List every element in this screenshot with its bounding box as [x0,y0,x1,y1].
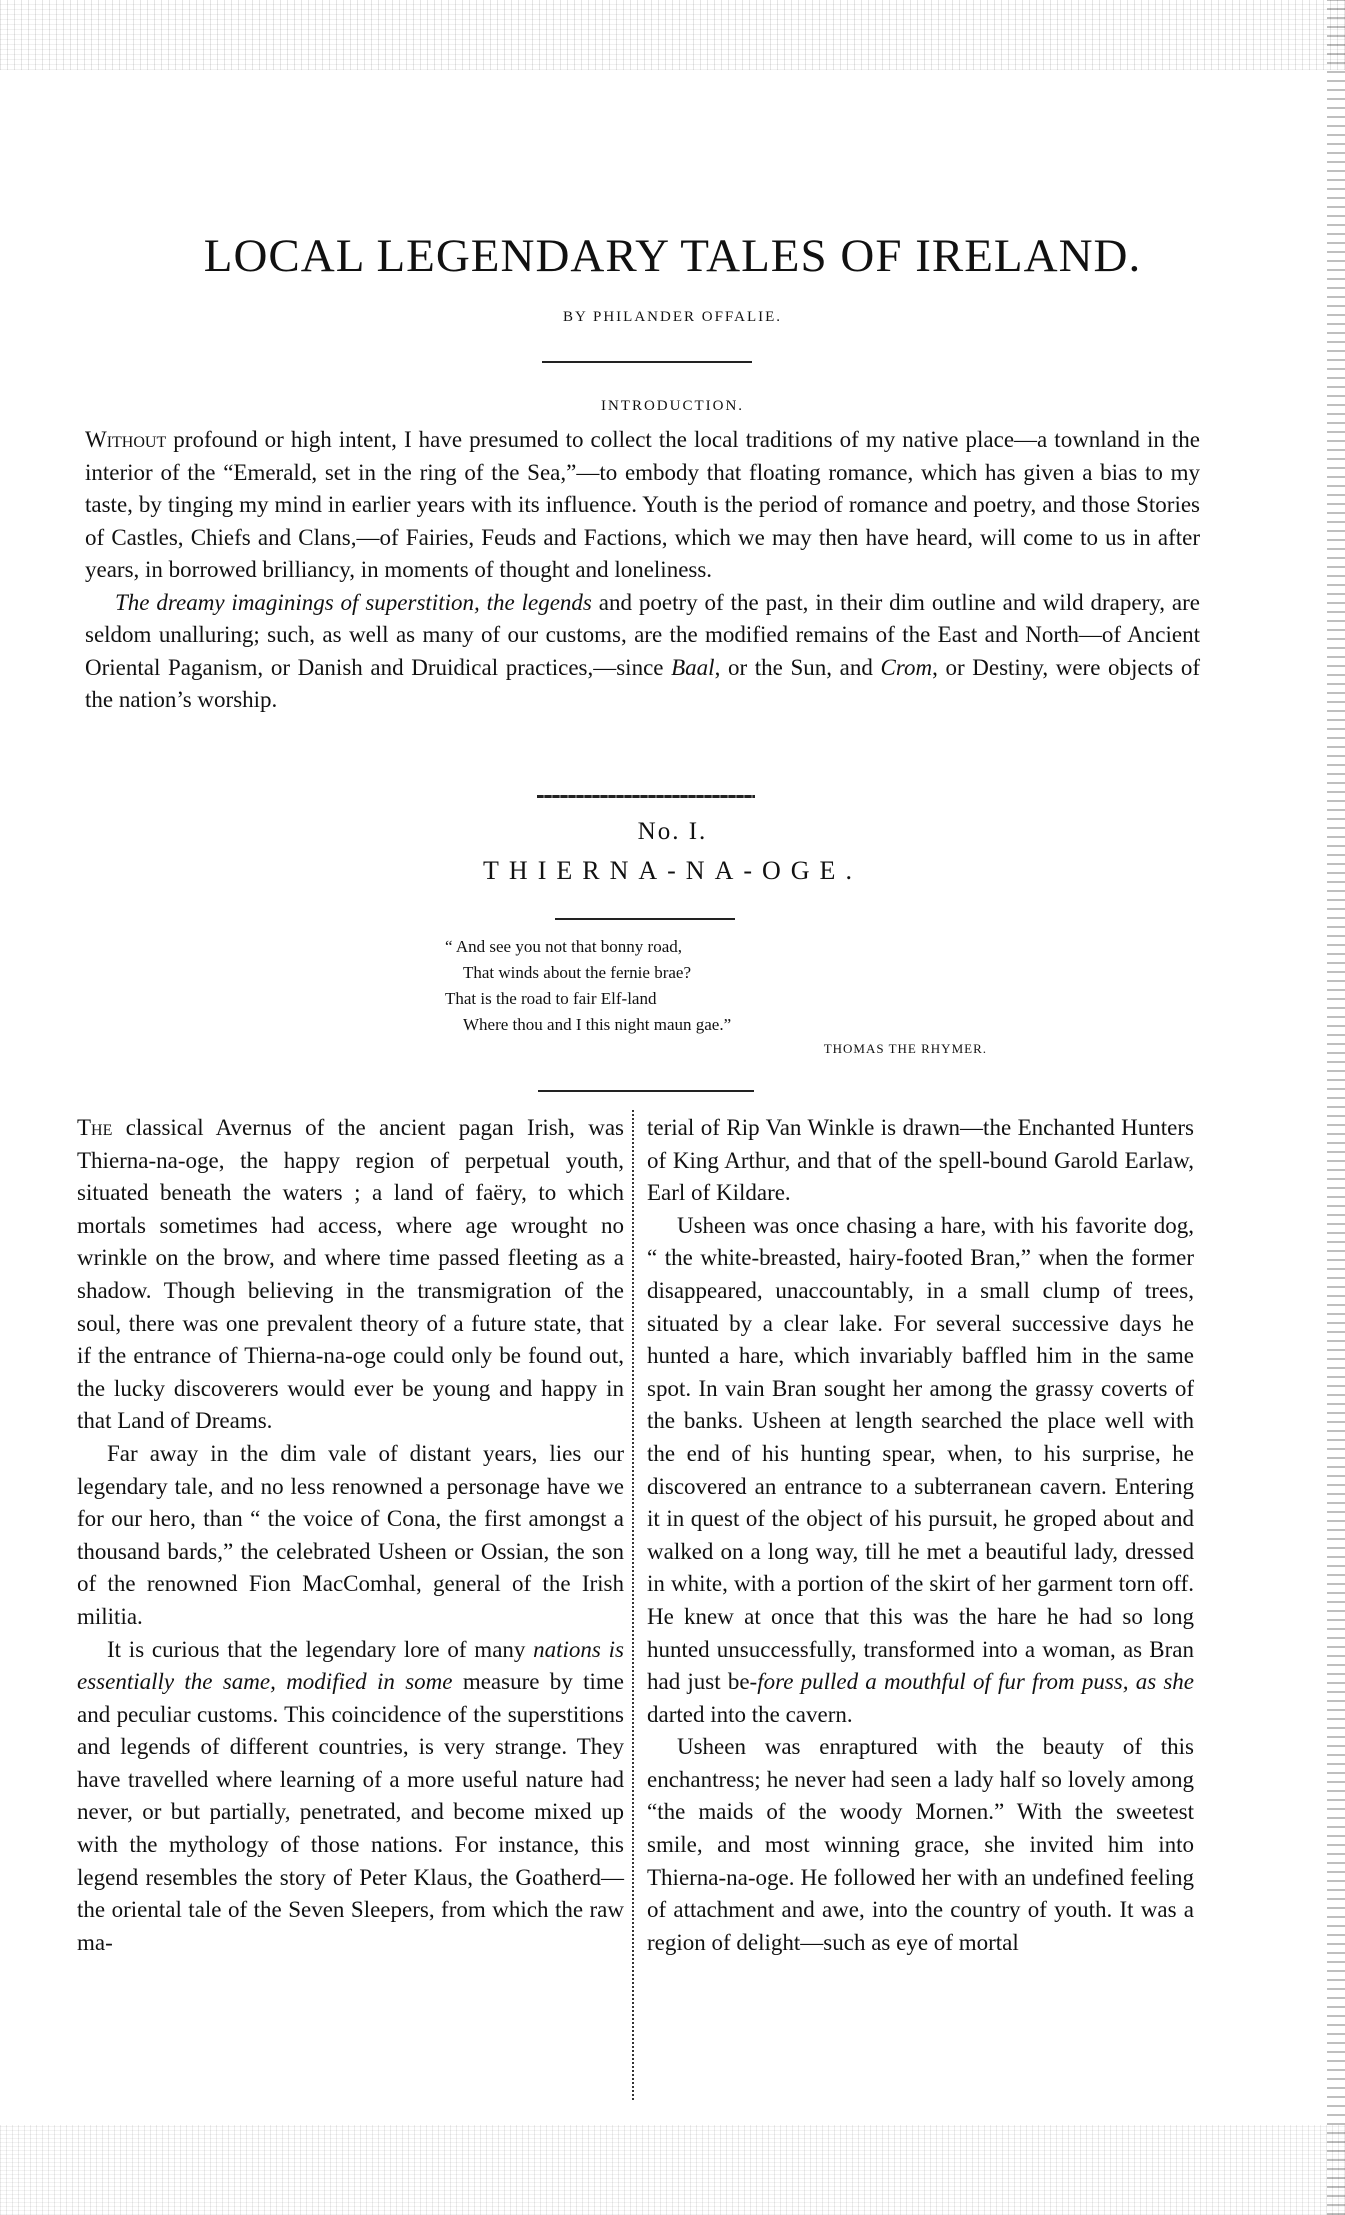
intro-p1-text: profound or high intent, I have presumed to collect the local traditions of my native place—a townland in the interior of the “Emerald, set in the ring of the Sea,”—to embody that floating romance, which has given a bias to my taste, by tinging my mind in earlier years with its influence. Youth is the period of romance and poetry, and those Stories of Castles, Chiefs and Clans,—of Fairies, Feuds and Factions, which we may then have heard, will come to us in after years, in borrowed brilliancy, in moments of thought and loneliness. [85,427,1200,582]
intro-p2-end: , or Destiny, were objects of the nation’s worship. [85,654,1200,712]
verse-rule [538,1090,754,1092]
right-paragraph-1: terial of Rip Van Winkle is drawn—the Enchanted Hunters of King Arthur, and that of the spell-bound Garold Earlaw, Earl of Kildare. [647,1115,1194,1206]
left-p3-rest: measure by time and peculiar customs. This coincidence of the superstitions and legends of different countries, is very strange. They have travelled where learning of a more useful nature had never, or but partially, penetrated, and become mixed up with the mythology of those nations. For instance, this legend resembles the story of Peter Klaus, the Goatherd—the oriental tale of the Seven Sleepers, from which the raw ma- [77,1669,624,1955]
introduction-text [85,424,1200,717]
column-divider [632,1110,634,2100]
story-title: THIERNA-NA-OGE. [483,856,862,885]
left-p3-start: It is curious that the legendary lore of many [107,1636,534,1662]
intro-lead-word: Without [85,427,167,452]
story-title-rule [555,918,735,920]
left-lead-word: The [77,1115,113,1140]
page-title: LOCAL LEGENDARY TALES OF IRELAND. [203,230,1142,282]
intro-crom: Crom [880,654,933,680]
left-p1-text: classical Avernus of the ancient pagan Irish, was Thierna-na-oge, the happy region of perpetual youth, situated beneath the waters ; a land of faëry, to which mortals sometimes had access, where age wrought no wrinkle on the brow, and where time passed fleeting as a shadow. Though believing in the transmigration of the soul, there was one prevalent theory of a future state, that if the entrance of Thierna-na-oge could only be found out, the lucky discoverers would ever be young and happy in that Land of Dreams. [77,1115,624,1434]
right-p2-italic: fore pulled a mouthful of fur from puss, as she [757,1669,1194,1695]
left-paragraph-2: Far away in the dim vale of distant years, lies our legendary tale, and no less renowned a personage have we for our hero, than “ the voice of Cona, the first amongst a thousand bards,” the celebrated Usheen or Ossian, the son of the renowned Fion MacComhal, general of the Irish militia. [77,1440,624,1629]
left-column [77,1112,624,1959]
scan-noise-top [0,0,1345,70]
right-paragraph-2 [647,1210,1194,1732]
verse-line: “ And see you not that bonny road, [445,937,683,956]
intro-baal: Baal [671,654,715,680]
left-paragraph-1 [77,1112,624,1438]
intro-paragraph-2 [85,587,1200,717]
introduction-heading: INTRODUCTION. [600,398,745,414]
section-divider [537,795,755,798]
story-number: No. I. [637,818,708,845]
intro-p2-mid: , or the Sun, and [714,654,881,680]
left-p3-italic: nations is essentially the same, modified in some [77,1636,624,1695]
right-p2-end: darted into the cavern. [647,1701,853,1727]
verse-line: That winds about the fernie brae? [463,963,691,982]
verse-attribution: THOMAS THE RHYMER. [823,1041,987,1056]
left-paragraph-3 [77,1634,624,1960]
scan-noise-bottom [0,2125,1345,2215]
intro-p2-italic: The dreamy imaginings of superstition, the legends [115,589,592,615]
right-paragraph-3: Usheen was enraptured with the beauty of this enchantress; he never had seen a lady half so lovely among “the maids of the woody Mornen.” With the sweetest smile, and most winning grace, she invited him into Thierna-na-oge. He followed her with an undefined feeling of attachment and awe, into the country of youth. It was a region of delight—such as eye of mortal [647,1734,1194,1955]
intro-paragraph-1 [85,424,1200,587]
right-column [647,1112,1194,1959]
verse-line: That is the road to fair Elf-land [445,989,657,1008]
epigraph-verse [445,934,1005,1062]
right-p2-start: Usheen was once chasing a hare, with his favorite dog, “ the white-breasted, hairy-footed Bran,” when the former disappeared, unaccountably, in a small clump of trees, situated by a clear lake. For several successive days he hunted a hare, which invariably baffled him in the same spot. In vain Bran sought her among the grassy coverts of the banks. Usheen at length searched the place well with the end of his hunting spear, when, to his surprise, he discovered an entrance to a subterranean cavern. Entering it in quest of the object of his pursuit, he groped about and walked on a long way, till he met a beautiful lady, dressed in white, with a portion of the skirt of her garment torn off. He knew at once that this was the hare he had so long hunted unsuccessfully, transformed into a woman, as Bran had just be- [647,1212,1194,1695]
intro-p2-text: and poetry of the past, in their dim outline and wild drapery, are seldom unalluring; such, as well as many of our customs, are the modified remains of the East and North—of Ancient Oriental Paganism, or Danish and Druidical practices,—since [85,589,1200,680]
title-rule [542,361,752,363]
scan-noise-right [1327,0,1345,2215]
verse-line: Where thou and I this night maun gae.” [463,1015,732,1034]
byline: BY PHILANDER OFFALIE. [562,309,783,325]
